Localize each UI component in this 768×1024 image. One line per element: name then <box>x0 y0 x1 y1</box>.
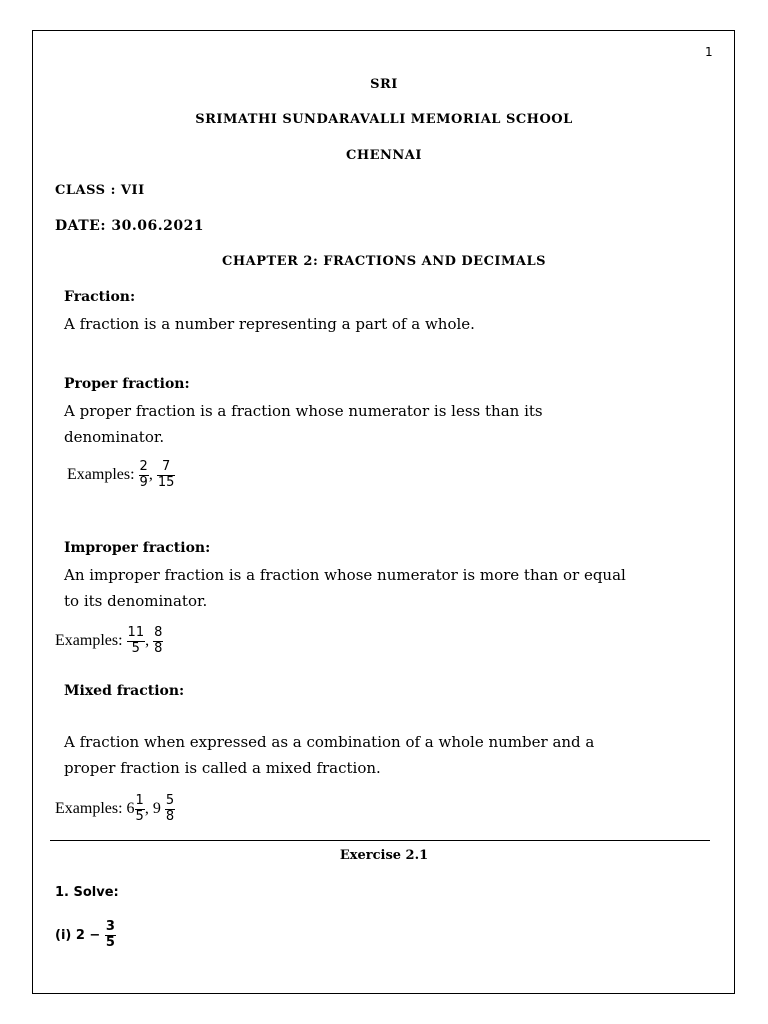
improper-fraction-definition-line-1: An improper fraction is a fraction whose numerator is more than or equal <box>64 566 626 584</box>
numerator: 1 <box>135 793 144 808</box>
proper-fraction-definition-line-1: A proper fraction is a fraction whose numerator is less than its <box>64 402 543 420</box>
fraction-definition: A fraction is a number representing a part of a whole. <box>64 315 475 333</box>
examples-label: Examples: <box>55 800 123 818</box>
examples-label: Examples: <box>67 466 135 484</box>
improper-fraction-heading: Improper fraction: <box>64 540 211 556</box>
proper-fraction-heading: Proper fraction: <box>64 376 190 392</box>
question-1-part-i <box>55 920 116 951</box>
numerator: 2 <box>139 459 148 474</box>
proper-fraction-definition-line-2: denominator. <box>64 428 165 446</box>
denominator: 5 <box>135 808 144 824</box>
denominator: 9 <box>139 474 148 490</box>
improper-fraction-examples <box>55 626 163 657</box>
numerator: 3 <box>105 919 115 934</box>
examples-label: Examples: <box>55 632 123 650</box>
separator: , <box>148 466 153 484</box>
separator: , <box>144 800 149 818</box>
denominator: 15 <box>157 474 175 490</box>
whole-number: 6 <box>126 800 135 818</box>
fraction-example <box>105 920 116 951</box>
school-name: SRIMATHI SUNDARAVALLI MEMORIAL SCHOOL <box>195 112 573 127</box>
proper-fraction-examples <box>67 460 175 491</box>
whole-number: 9 <box>152 800 161 818</box>
page-number: 1 <box>705 45 713 59</box>
fraction-example <box>135 794 145 825</box>
mixed-fraction-definition-line-1: A fraction when expressed as a combination of a whole number and a <box>64 733 595 751</box>
numerator: 11 <box>127 625 145 640</box>
exercise-title: Exercise 2.1 <box>339 848 429 863</box>
section-divider <box>50 840 710 841</box>
mixed-fraction-definition-line-2: proper fraction is called a mixed fraction. <box>64 759 381 777</box>
numerator: 8 <box>154 625 163 640</box>
numerator: 5 <box>165 793 175 808</box>
denominator: 8 <box>154 640 163 656</box>
mixed-fraction-heading: Mixed fraction: <box>64 683 185 699</box>
fraction-example <box>153 626 163 657</box>
expression-label: (i) 2 − <box>55 927 101 943</box>
improper-fraction-definition-line-2: to its denominator. <box>64 592 208 610</box>
class-line: CLASS : VII <box>55 183 145 198</box>
header-line-1: SRI <box>370 77 398 92</box>
date-line: DATE: 30.06.2021 <box>55 218 205 234</box>
separator: , <box>145 632 150 650</box>
city-name: CHENNAI <box>346 148 422 163</box>
denominator: 5 <box>105 934 115 950</box>
denominator: 8 <box>165 808 175 824</box>
fraction-example <box>127 626 146 657</box>
fraction-example <box>165 794 175 825</box>
fraction-example <box>139 460 149 491</box>
fraction-example <box>157 460 176 491</box>
question-1: 1. Solve: <box>55 885 119 900</box>
mixed-fraction-examples <box>55 794 175 825</box>
fraction-heading: Fraction: <box>64 289 136 305</box>
denominator: 5 <box>127 641 146 657</box>
chapter-title: CHAPTER 2: FRACTIONS AND DECIMALS <box>222 254 546 269</box>
numerator: 7 <box>161 459 171 474</box>
